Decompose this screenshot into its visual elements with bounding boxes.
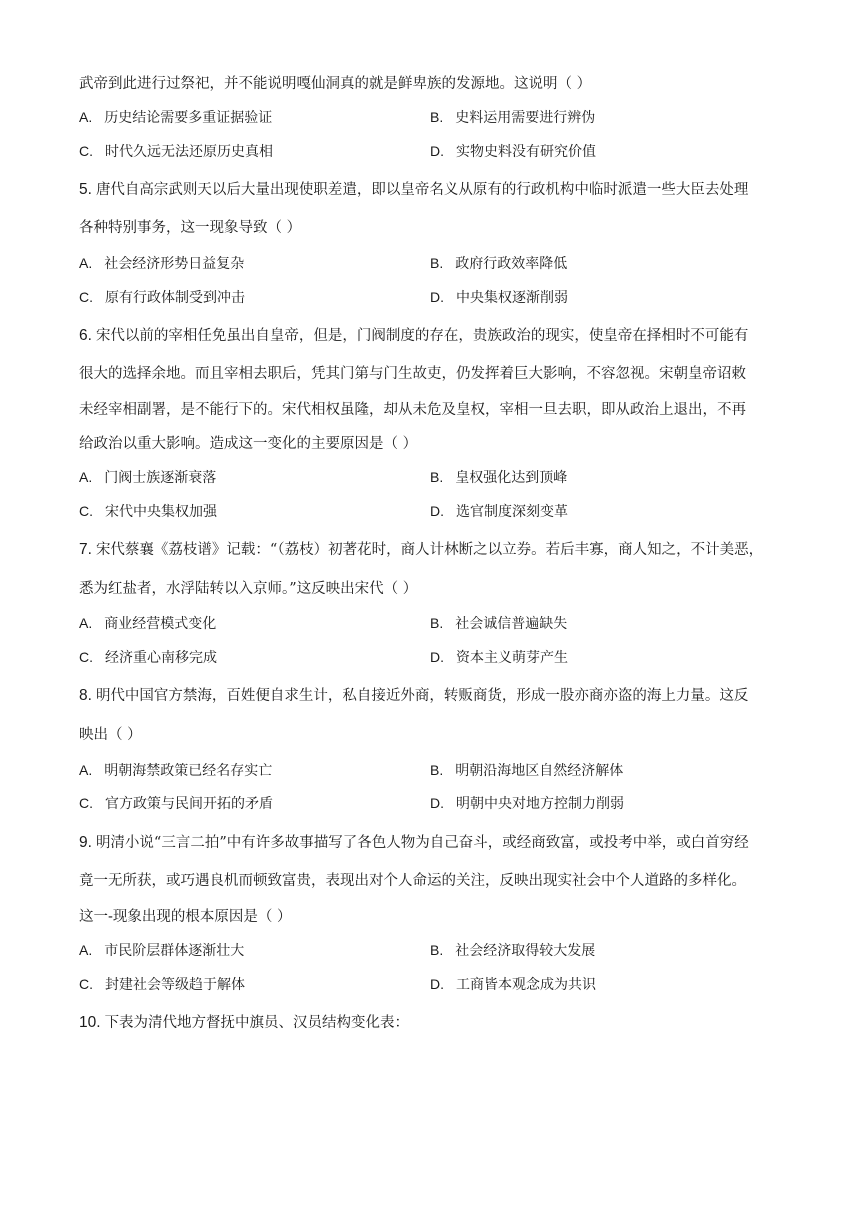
- option-text: 社会经济取得较大发展: [455, 943, 596, 959]
- option-text: 实物史料没有研究价值: [456, 144, 596, 160]
- q9-stem-line-2: 竟一无所获，或巧遇良机而顿致富贵，表现出对个人命运的关注，反映出现实社会中个人道路的多样化。: [79, 873, 746, 889]
- option-text: 原有行政体制受到冲击: [105, 290, 245, 306]
- q5-stem-line-1: 5. 唐代自高宗武则天以后大量出现使职差遣，即以皇帝名义从原有的行政机构中临时派遣一些大臣去处理: [79, 181, 749, 198]
- q7-stem-line-1: 7. 宋代蔡襄《荔枝谱》记载：“（荔枝）初著花时，商人计林断之以立券。若后丰寡，商人知之，不计美恶，: [79, 541, 764, 558]
- q9-option-a[interactable]: [79, 940, 244, 961]
- q4-option-d[interactable]: [430, 141, 596, 162]
- question-number: 7.: [79, 541, 92, 558]
- q6-stem-line-3: 未经宰相副署，是不能行下的。宋代相权虽隆，却从未危及皇权，宰相一旦去职，即从政治上退出，不再: [79, 402, 746, 418]
- q4-option-a[interactable]: [79, 107, 272, 128]
- q8-option-a[interactable]: [79, 760, 272, 781]
- option-text: 时代久远无法还原历史真相: [105, 144, 273, 160]
- option-letter: D.: [430, 503, 444, 519]
- option-letter: A.: [79, 469, 93, 485]
- option-text: 中央集权逐渐削弱: [456, 290, 568, 306]
- q5-stem-line-2: 各种特别事务，这一现象导致（ ）: [79, 220, 302, 236]
- q9-stem-line-1: 9. 明清小说“三言二拍”中有许多故事描写了各色人物为自己奋斗，或经商致富，或投考中举，或白首穷经: [79, 834, 749, 851]
- option-text: 选官制度深刻变革: [456, 504, 568, 520]
- option-letter: B.: [430, 109, 444, 125]
- q9-stem-line-3: 这一-现象出现的根本原因是（ ）: [79, 909, 292, 925]
- question-number: 5.: [79, 181, 92, 198]
- option-letter: B.: [430, 942, 444, 958]
- q5-option-a[interactable]: [79, 253, 244, 274]
- option-letter: A.: [79, 615, 93, 631]
- q8-option-c[interactable]: [79, 793, 273, 814]
- option-letter: A.: [79, 109, 93, 125]
- option-letter: A.: [79, 255, 93, 271]
- q8-stem-line-1: 8. 明代中国官方禁海，百姓便自求生计，私自接近外商，转贩商货，形成一股亦商亦盗的海上力量。这反: [79, 687, 749, 704]
- question-number: 8.: [79, 687, 92, 704]
- option-text: 史料运用需要进行辨伪: [455, 110, 596, 126]
- option-text: 社会诚信普遍缺失: [455, 616, 568, 632]
- q7-option-d[interactable]: [430, 647, 568, 668]
- q6-stem-line-1: 6. 宋代以前的宰相任免虽出自皇帝，但是，门阀制度的存在，贵族政治的现实，使皇帝在择相时不可能有: [79, 327, 749, 344]
- option-text: 明朝中央对地方控制力削弱: [456, 796, 624, 812]
- q4-option-b[interactable]: [430, 107, 595, 128]
- question-number: 10.: [79, 1014, 101, 1031]
- q7-option-b[interactable]: [430, 613, 567, 634]
- option-text: 官方政策与民间开拓的矛盾: [105, 796, 273, 812]
- option-text: 历史结论需要多重证据验证: [104, 110, 273, 126]
- option-letter: D.: [430, 143, 444, 159]
- option-letter: C.: [79, 795, 93, 811]
- q6-option-a[interactable]: [79, 467, 216, 488]
- q5-option-d[interactable]: [430, 287, 568, 308]
- question-number: 9.: [79, 834, 92, 851]
- q6-option-b[interactable]: [430, 467, 567, 488]
- q10-stem-line-1: 10. 下表为清代地方督抚中旗员、汉员结构变化表：: [79, 1014, 410, 1031]
- option-text: 皇权强化达到顶峰: [455, 470, 568, 486]
- q8-option-d[interactable]: [430, 793, 624, 814]
- option-text: 明朝沿海地区自然经济解体: [455, 763, 624, 779]
- option-text: 宋代中央集权加强: [105, 504, 217, 520]
- option-text: 经济重心南移完成: [105, 650, 217, 666]
- q6-stem-line-4: 给政治以重大影响。造成这一变化的主要原因是（ ）: [79, 436, 418, 452]
- q9-option-b[interactable]: [430, 940, 595, 961]
- option-text: 门阀士族逐渐衰落: [104, 470, 217, 486]
- option-letter: D.: [430, 976, 444, 992]
- q5-option-c[interactable]: [79, 287, 245, 308]
- option-text: 明朝海禁政策已经名存实亡: [104, 763, 273, 779]
- option-letter: C.: [79, 289, 93, 305]
- q9-option-d[interactable]: [430, 974, 596, 995]
- q8-option-b[interactable]: [430, 760, 623, 781]
- option-letter: C.: [79, 143, 93, 159]
- option-letter: D.: [430, 289, 444, 305]
- option-text: 封建社会等级趋于解体: [105, 977, 245, 993]
- q4-stem-tail: 武帝到此进行过祭祀，并不能说明嘎仙洞真的就是鲜卑族的发源地。这说明（ ）: [79, 76, 592, 92]
- option-letter: C.: [79, 649, 93, 665]
- option-letter: A.: [79, 762, 93, 778]
- q7-stem-line-2: 悉为红盐者，水浮陆转以入京师。”这反映出宋代（ ）: [79, 581, 418, 597]
- option-letter: A.: [79, 942, 93, 958]
- q4-option-c[interactable]: [79, 141, 273, 162]
- q6-option-d[interactable]: [430, 501, 568, 522]
- option-text: 市民阶层群体逐渐壮大: [104, 943, 245, 959]
- q8-stem-line-2: 映出（ ）: [79, 727, 142, 743]
- option-text: 资本主义萌芽产生: [456, 650, 568, 666]
- q6-stem-line-2: 很大的选择余地。而且宰相去职后，凭其门第与门生故吏，仍发挥着巨大影响，不容忽视。宋朝皇帝诏敕: [79, 366, 746, 382]
- option-text: 政府行政效率降低: [455, 256, 568, 272]
- q5-option-b[interactable]: [430, 253, 567, 274]
- option-text: 社会经济形势日益复杂: [104, 256, 245, 272]
- q7-option-c[interactable]: [79, 647, 217, 668]
- q7-option-a[interactable]: [79, 613, 216, 634]
- option-letter: D.: [430, 649, 444, 665]
- option-letter: B.: [430, 615, 444, 631]
- option-letter: C.: [79, 503, 93, 519]
- option-letter: B.: [430, 762, 444, 778]
- option-letter: C.: [79, 976, 93, 992]
- option-text: 商业经营模式变化: [104, 616, 217, 632]
- option-letter: B.: [430, 255, 444, 271]
- q9-option-c[interactable]: [79, 974, 245, 995]
- question-number: 6.: [79, 327, 92, 344]
- q6-option-c[interactable]: [79, 501, 217, 522]
- option-text: 工商皆本观念成为共识: [456, 977, 596, 993]
- option-letter: B.: [430, 469, 444, 485]
- option-letter: D.: [430, 795, 444, 811]
